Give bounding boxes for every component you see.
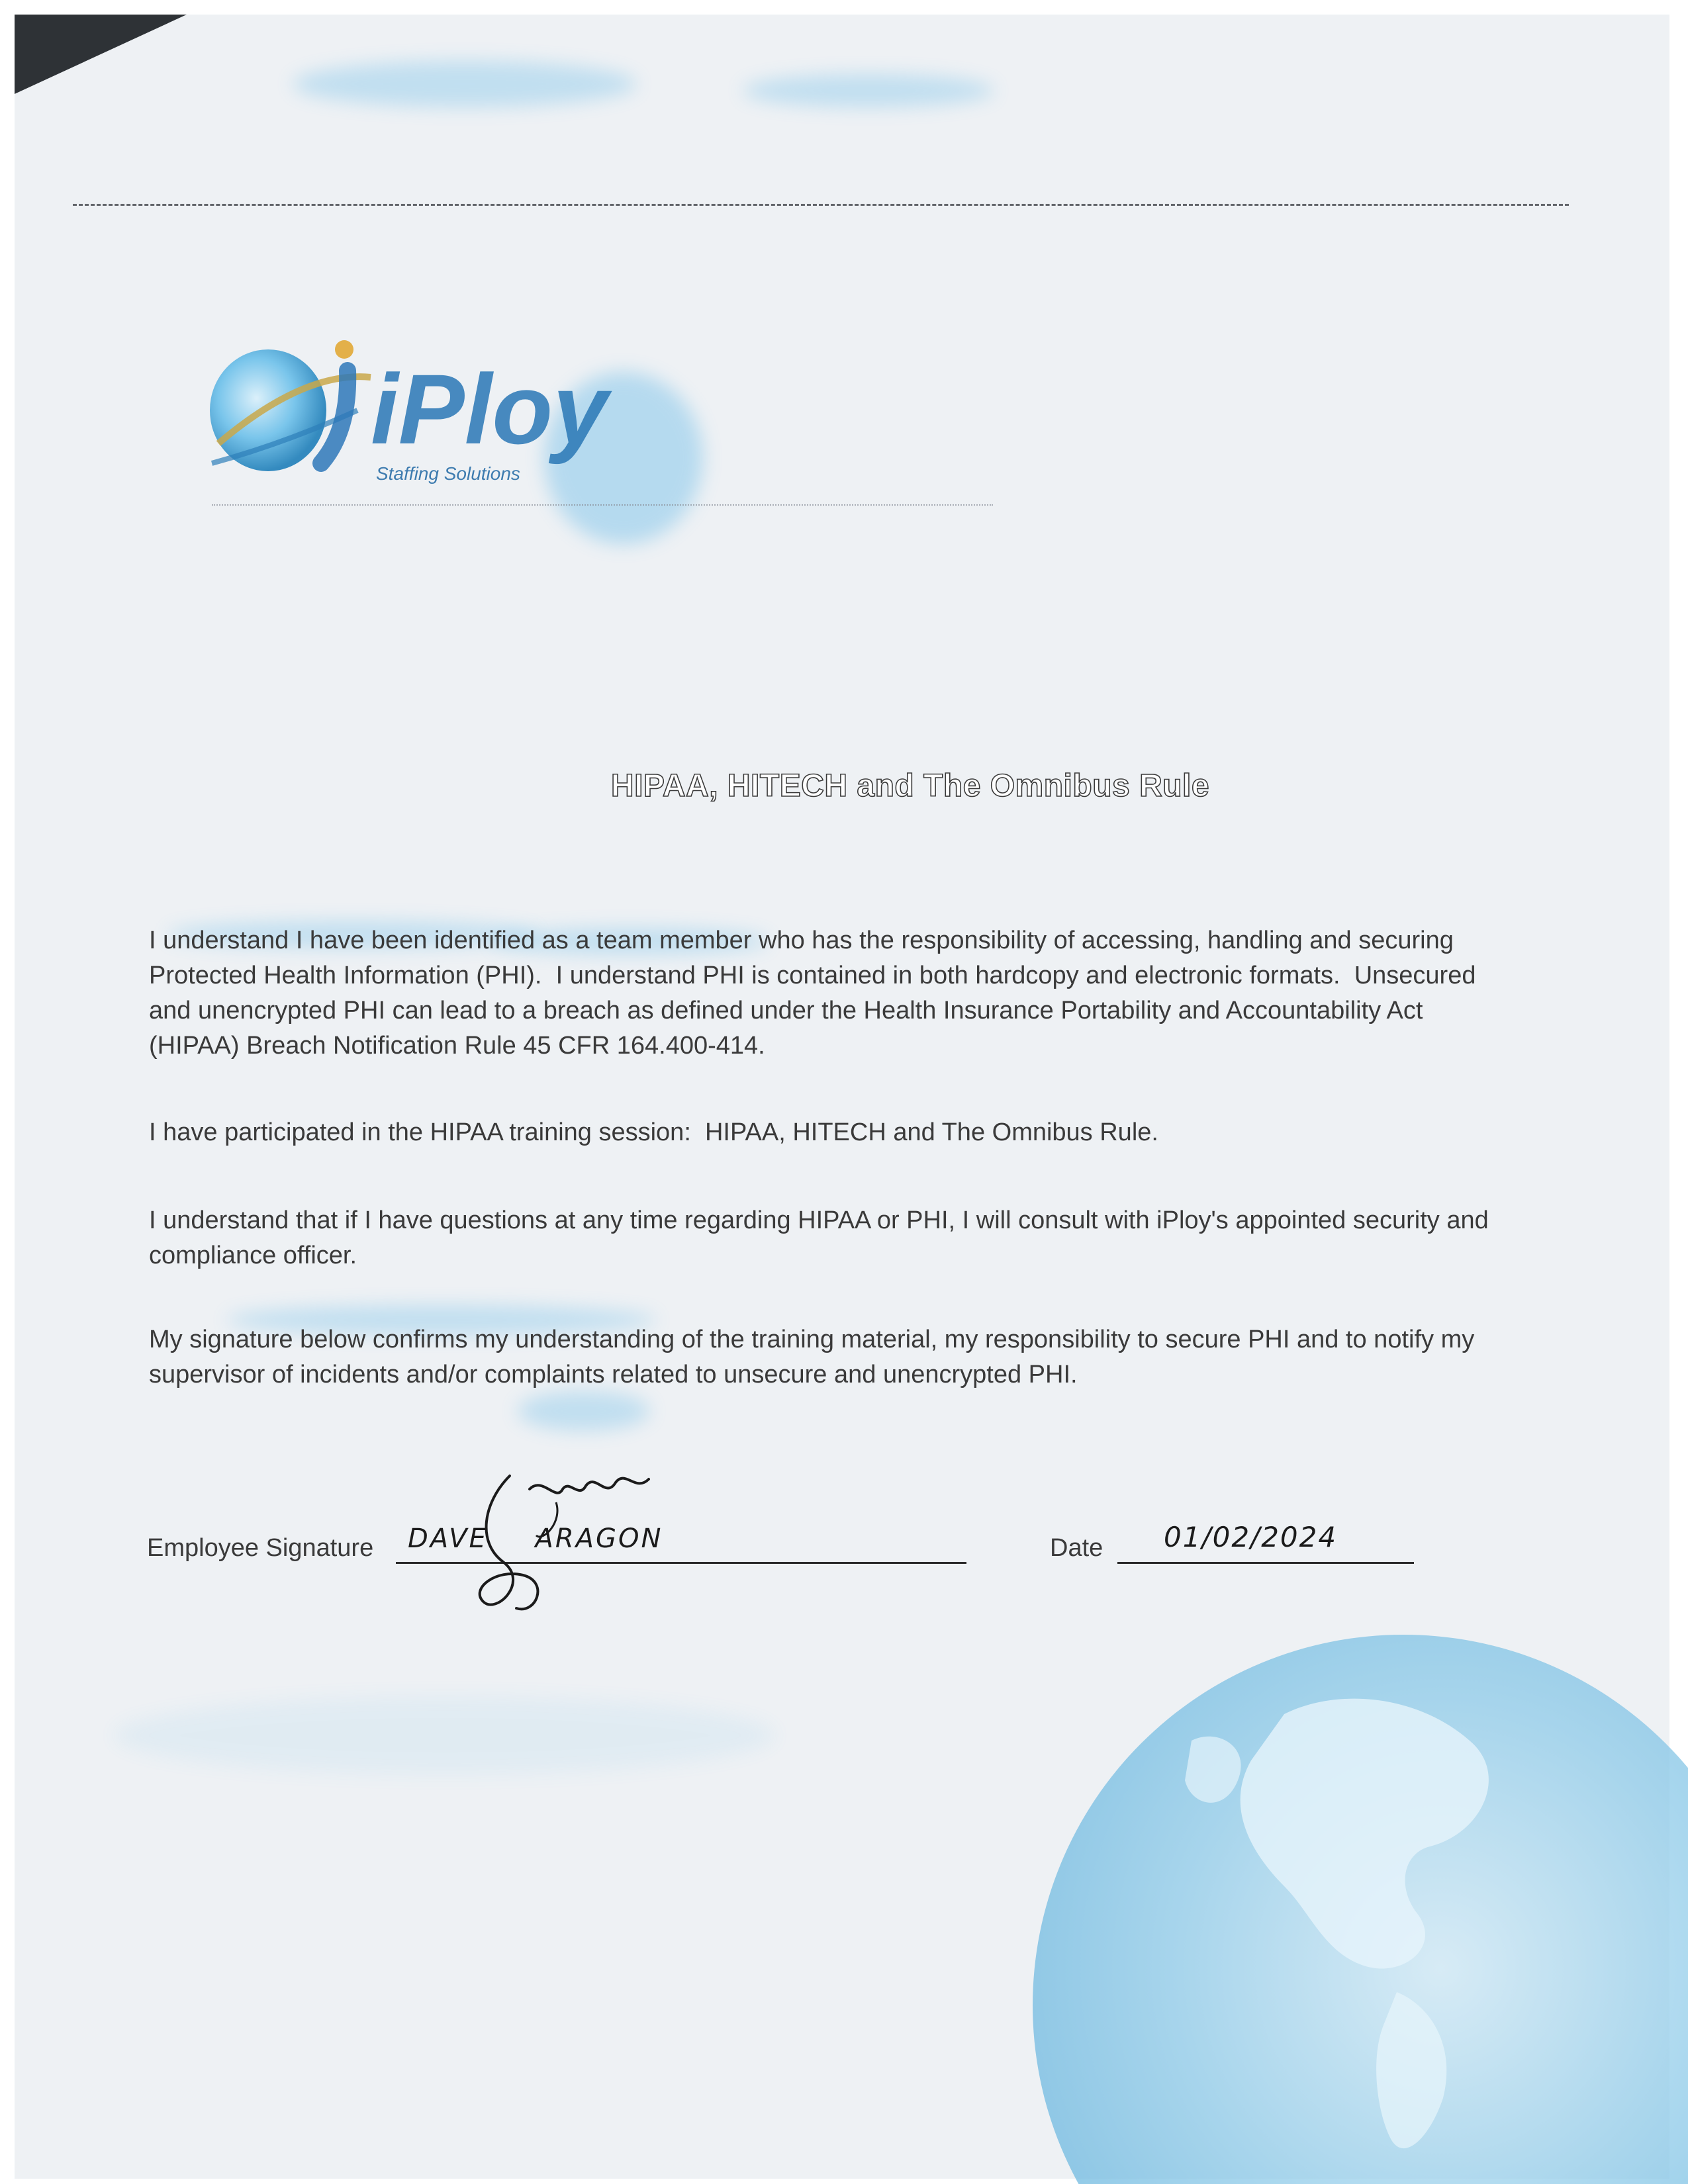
handwritten-date: 01/02/2024 [1164, 1521, 1338, 1553]
employee-signature-label: Employee Signature [147, 1534, 374, 1562]
handwritten-printed-name: DAVE ARAGON [408, 1524, 663, 1554]
document-title: HIPAA, HITECH and The Omnibus Rule [610, 768, 1210, 803]
date-line [1117, 1562, 1414, 1564]
paragraph-phi-responsibility: I understand I have been identified as a team member who has the responsibility of accessing, handling and securing Protected Health Information (PHI). I understand PHI is contained in both hardcopy and electronic formats. Unsecured and unencrypted PHI can lead to a breach as defined under the Health Insurance Portability and Accountability Act (HIPAA) Breach Notification Rule 45 CFR 164.400-414. [149, 927, 1476, 1060]
logo-brand-text: iPloy [371, 353, 608, 465]
toner-smudge [114, 1696, 776, 1775]
paragraph-compliance-officer: I understand that if I have questions at any time regarding HIPAA or PHI, I will consult with iPloy's appointed security and compliance officer. [149, 1206, 1489, 1269]
paragraph-training-participation: I have participated in the HIPAA training session: HIPAA, HITECH and The Omnibus Rule. [149, 1118, 1158, 1146]
logo-tagline: Staffing Solutions [376, 463, 520, 484]
iploy-logo [205, 331, 695, 510]
globe-watermark [940, 1635, 1688, 2184]
paragraph-signature-confirmation: My signature below confirms my understanding of the training material, my responsibility to secure PHI and to notify my supervisor of incidents and/or complaints related to unsecure and unencrypted PHI. [149, 1326, 1475, 1388]
toner-smudge [743, 74, 994, 107]
header-rule [73, 204, 1569, 206]
toner-smudge [518, 1391, 650, 1431]
handwritten-signature [457, 1463, 682, 1621]
logo-divider [212, 504, 993, 506]
toner-smudge [293, 61, 637, 107]
date-label: Date [1050, 1534, 1103, 1562]
folded-corner-shadow [15, 15, 187, 94]
